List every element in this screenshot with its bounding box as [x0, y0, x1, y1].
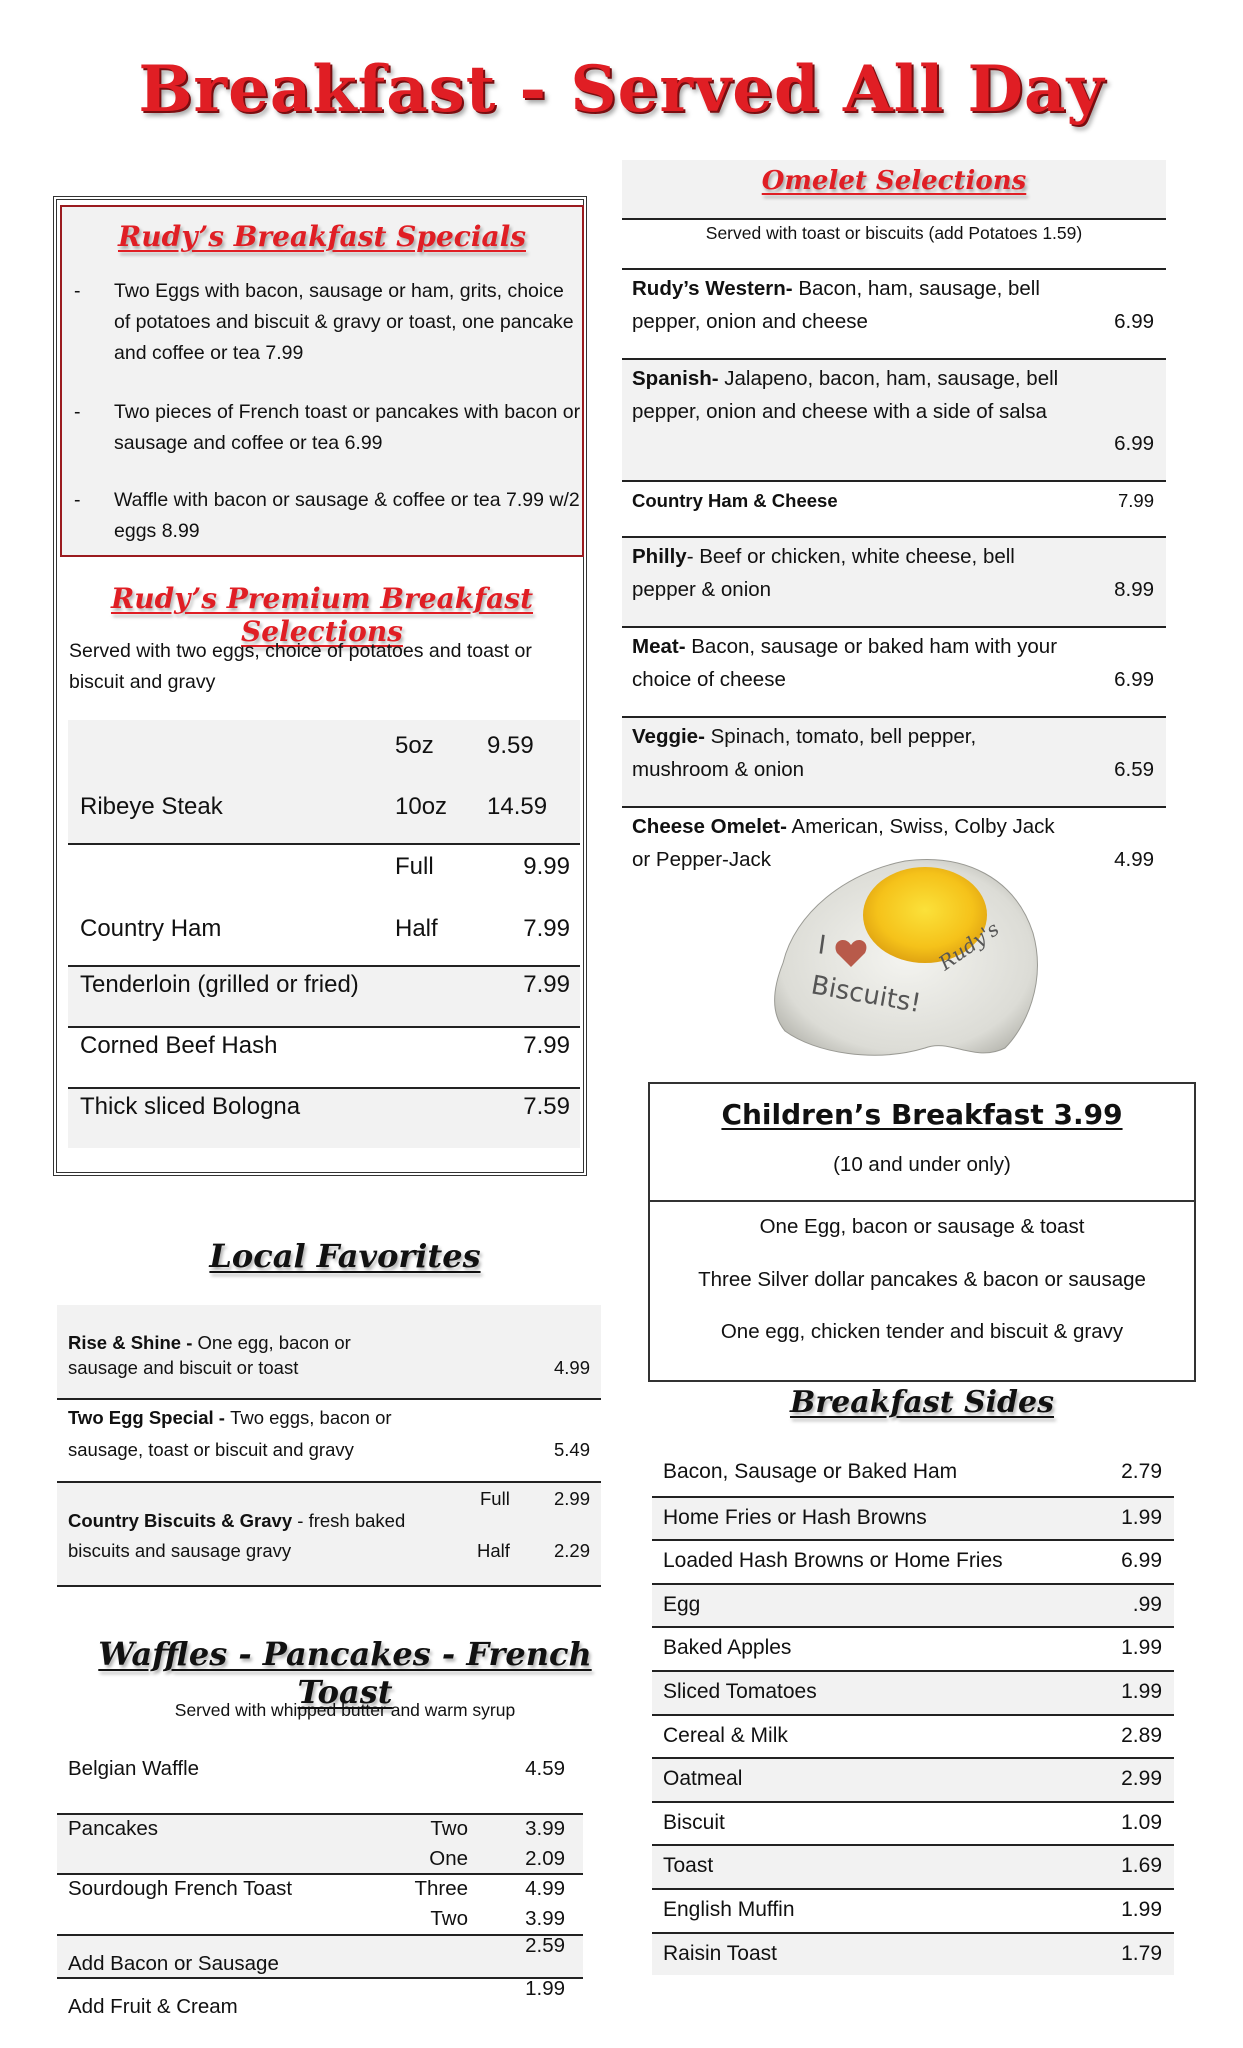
option-label: 10oz	[395, 793, 448, 820]
special-item	[74, 397, 581, 461]
local-favorites-heading: Local Favorites	[209, 1237, 481, 1275]
price: 1.99	[525, 1977, 565, 2000]
premium-row-tenderloin	[68, 965, 580, 1026]
special-text: Two Eggs with bacon, sausage or ham, grits, choice of potatoes and biscuit & gravy or toast, one pancake and coffee or tea 7.99	[114, 280, 574, 364]
side-row	[652, 1539, 1174, 1583]
item-desc: biscuits and sausage gravy	[68, 1540, 292, 1561]
price: 7.99	[523, 1032, 570, 1059]
option-label: Full	[395, 853, 434, 880]
childrens-item: One Egg, bacon or sausage & toast	[759, 1215, 1085, 1238]
price: 9.99	[523, 853, 570, 880]
omelet-name: Spanish-	[632, 367, 719, 390]
waffle-row-french-toast	[57, 1875, 583, 1936]
item-name: Country Biscuits & Gravy	[68, 1510, 293, 1531]
premium-heading: Rudy’s Premium Breakfast Selections	[110, 582, 534, 648]
price: 7.99	[523, 915, 570, 942]
side-row	[652, 1496, 1174, 1540]
price: 1.09	[1121, 1810, 1162, 1834]
price: 2.29	[553, 1540, 590, 1561]
item-name: Pancakes	[68, 1817, 159, 1840]
option-label: Half	[477, 1540, 510, 1561]
svg-text:Rudy's: Rudy's	[934, 916, 1004, 976]
price: 1.99	[1121, 1505, 1162, 1529]
item-name: Tenderloin (grilled or fried)	[80, 971, 359, 998]
side-row	[652, 1714, 1174, 1758]
waffle-row-belgian	[57, 1745, 583, 1815]
item-name: Loaded Hash Browns or Home Fries	[663, 1549, 1003, 1573]
side-row	[652, 1844, 1174, 1888]
option-label: Two	[430, 1817, 468, 1840]
fried-egg-rock-image	[755, 853, 1055, 1068]
omelet-description: Rudy’s Western- Bacon, ham, sausage, bell pepper, onion and cheese	[632, 277, 1040, 333]
premium-table	[68, 720, 580, 1148]
item-name: Ribeye Steak	[80, 793, 223, 820]
price: 2.99	[553, 1488, 590, 1509]
omelet-description: Meat- Bacon, sausage or baked ham with your choice of cheese	[632, 635, 1058, 691]
item-name: Oatmeal	[663, 1767, 743, 1791]
divider	[648, 1200, 1196, 1202]
price: 6.99	[1114, 668, 1154, 691]
item-name: Bacon, Sausage or Baked Ham	[663, 1460, 958, 1483]
item-name: Home Fries or Hash Browns	[663, 1505, 927, 1529]
svg-text:Biscuits!: Biscuits!	[808, 970, 924, 1020]
option-label: Two	[430, 1907, 468, 1930]
item-desc: sausage and biscuit or toast	[68, 1357, 299, 1378]
sides-table	[652, 1452, 1174, 1975]
item-name: Sourdough French Toast	[68, 1877, 293, 1900]
item-name: Rise & Shine -	[68, 1332, 198, 1353]
item-name: Country Ham	[80, 915, 222, 942]
premium-row-country-ham	[68, 843, 580, 965]
childrens-age-note: (10 and under only)	[833, 1153, 1011, 1176]
omelet-row	[622, 358, 1166, 480]
specials-heading: Rudy’s Breakfast Specials	[117, 220, 526, 253]
premium-row-corned-beef	[68, 1026, 580, 1087]
omelet-description: Spanish- Jalapeno, bacon, ham, sausage, bell pepper, onion and cheese with a side of salsa	[632, 367, 1059, 423]
local-favorites-table	[57, 1305, 601, 1587]
option-label: Three	[414, 1877, 468, 1900]
price: 3.99	[525, 1907, 565, 1930]
side-row	[652, 1801, 1174, 1845]
side-row	[652, 1888, 1174, 1932]
price: 14.59	[487, 793, 548, 820]
price: 8.99	[1114, 578, 1154, 601]
special-item	[74, 485, 580, 549]
childrens-heading: Children’s Breakfast 3.99	[721, 1098, 1123, 1131]
price: 6.99	[1114, 432, 1154, 455]
omelet-row	[622, 716, 1166, 806]
local-row-two-egg	[57, 1400, 601, 1483]
omelet-row	[622, 268, 1166, 358]
item-name: Baked Apples	[663, 1636, 792, 1660]
price: 6.99	[1114, 310, 1154, 333]
local-row-rise-shine	[57, 1305, 601, 1400]
premium-description: Served with two eggs, choice of potatoes and toast or biscuit and gravy	[69, 640, 532, 693]
childrens-item: Three Silver dollar pancakes & bacon or sausage	[698, 1268, 1146, 1291]
side-row	[652, 1757, 1174, 1801]
childrens-item: One egg, chicken tender and biscuit & gravy	[720, 1320, 1124, 1343]
price: 2.89	[1121, 1723, 1162, 1747]
item-name: Sliced Tomatoes	[663, 1679, 817, 1703]
option-label: Full	[480, 1488, 510, 1509]
premium-row-ribeye	[68, 720, 580, 843]
item-name: Add Fruit & Cream	[68, 1995, 238, 2018]
item-name: Toast	[663, 1854, 714, 1878]
item-desc: Two eggs, bacon or	[230, 1407, 392, 1428]
bullet-dash: -	[74, 489, 81, 511]
omelet-row	[622, 480, 1166, 536]
price: 2.09	[525, 1847, 565, 1870]
price: 1.69	[1121, 1854, 1162, 1878]
option-label: Half	[395, 915, 438, 942]
local-row-biscuits-gravy	[57, 1483, 601, 1587]
omelet-name: Country Ham & Cheese	[632, 490, 838, 511]
price: 4.59	[525, 1757, 565, 1780]
side-row	[652, 1626, 1174, 1670]
special-item	[74, 276, 574, 372]
item-name: Thick sliced Bologna	[80, 1093, 301, 1120]
price: 1.99	[1121, 1636, 1162, 1660]
item-name: Two Egg Special -	[68, 1407, 231, 1428]
price: 3.99	[525, 1817, 565, 1840]
price: 2.99	[1121, 1767, 1162, 1791]
item-desc: - fresh baked	[292, 1510, 406, 1531]
premium-row-bologna	[68, 1087, 580, 1148]
price: 7.99	[1117, 490, 1154, 511]
price: 1.79	[1121, 1941, 1162, 1965]
omelet-description: Philly- Beef or chicken, white cheese, bell pepper & onion	[632, 545, 1015, 601]
price: 1.99	[1121, 1897, 1162, 1921]
omelet-name: Meat-	[632, 635, 686, 658]
item-name: English Muffin	[663, 1897, 795, 1921]
price: 2.59	[525, 1934, 565, 1957]
item-name: Egg	[663, 1592, 701, 1616]
item-name: Add Bacon or Sausage	[68, 1952, 279, 1975]
price: 6.99	[1121, 1549, 1162, 1573]
omelet-row	[622, 536, 1166, 626]
price: 4.99	[553, 1357, 590, 1378]
page-title: Breakfast - Served All Day	[138, 52, 1105, 127]
price: 7.59	[523, 1093, 570, 1120]
waffle-row-add-fruit	[57, 1979, 583, 2024]
side-row	[652, 1583, 1174, 1627]
sides-heading: Breakfast Sides	[789, 1385, 1055, 1420]
omelet-description: Veggie- Spinach, tomato, bell pepper, mushroom & onion	[632, 725, 977, 781]
omelet-description	[632, 484, 1072, 517]
omelet-row	[622, 626, 1166, 716]
waffle-row-pancakes	[57, 1815, 583, 1875]
item-name: Raisin Toast	[663, 1941, 778, 1965]
option-label: One	[429, 1847, 468, 1870]
price: 4.99	[1114, 848, 1154, 871]
waffles-subtitle: Served with whipped butter and warm syrup	[174, 1700, 516, 1720]
omelet-name: Rudy’s Western-	[632, 277, 793, 300]
option-label: 5oz	[395, 732, 434, 759]
omelet-heading: Omelet Selections	[761, 166, 1027, 196]
item-name: Corned Beef Hash	[80, 1032, 278, 1059]
svg-text:I: I	[816, 930, 828, 961]
side-row	[652, 1670, 1174, 1714]
omelet-name: Philly	[632, 545, 687, 568]
item-name: Biscuit	[663, 1810, 725, 1834]
bullet-dash: -	[74, 280, 81, 302]
item-name: Belgian Waffle	[68, 1757, 200, 1780]
price: 5.49	[553, 1439, 590, 1460]
price: 1.99	[1121, 1679, 1162, 1703]
item-desc: sausage, toast or biscuit and gravy	[68, 1439, 354, 1460]
waffles-table	[57, 1745, 583, 2024]
waffles-heading: Waffles - Pancakes - French Toast	[98, 1635, 592, 1711]
omelet-subtitle: Served with toast or biscuits (add Potatoes 1.59)	[705, 223, 1083, 243]
price: 4.99	[525, 1877, 565, 1900]
item-name: Cereal & Milk	[663, 1723, 788, 1747]
omelet-description: Cheese Omelet- American, Swiss, Colby Jack or Pepper-Jack	[632, 815, 1055, 871]
price: 9.59	[487, 732, 534, 759]
special-text: Waffle with bacon or sausage & coffee or tea 7.99 w/2 eggs 8.99	[114, 489, 580, 542]
special-text: Two pieces of French toast or pancakes with bacon or sausage and coffee or tea 6.99	[114, 401, 581, 454]
price: 6.59	[1114, 758, 1154, 781]
side-row	[652, 1932, 1174, 1976]
item-desc: One egg, bacon or	[197, 1332, 351, 1353]
price: .99	[1132, 1592, 1162, 1616]
waffle-row-add-bacon	[57, 1936, 583, 1979]
side-row	[652, 1452, 1174, 1496]
price: 7.99	[523, 971, 570, 998]
omelet-name: Veggie-	[632, 725, 705, 748]
price: 2.79	[1121, 1460, 1162, 1483]
omelet-name: Cheese Omelet-	[632, 815, 787, 838]
bullet-dash: -	[74, 401, 81, 423]
